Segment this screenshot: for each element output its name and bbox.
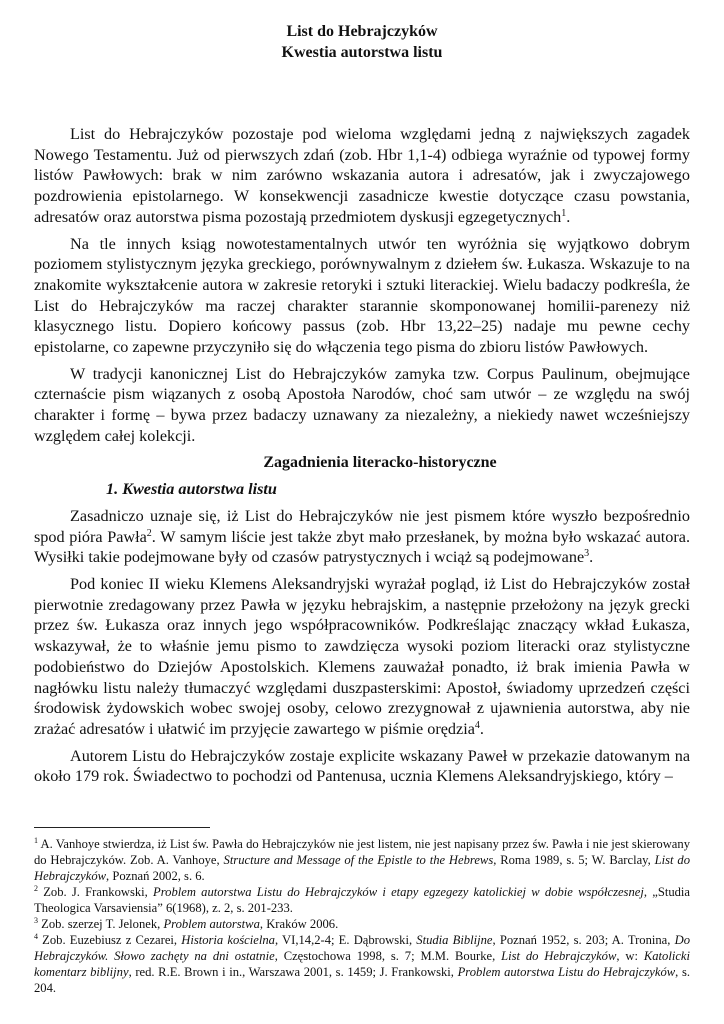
- footnote-4: $^4$ Zob. Euzebiusz z Cezarei, Historia kościelna, VI,14,2-4; E. Dąbrowski, Studia Biblijne, Poznań 1952, s. 203; A. Tronina, Do Hebrajczyków. Słowo zachęty na dni ostatnie, Częstochowa 1998, s. 7; M.M. Bourke, List do Hebrajczyków, w: Katolicki komentarz biblijny, red. R.E. Brown i in., Warszawa 2001, s. 1459; J. Frankowski, Problem autorstwa Listu do Hebrajczyków, s. 204.: [34, 932, 690, 995]
- section-paragraph-1: Zasadniczo uznaje się, iż List do Hebrajczyków nie jest pismem które wyszło bezpośrednio spod pióra Pawła$^2$. W samym liście jest także zbyt mało przesłanek, by można było wskazać autora. Wysiłki takie podejmowane były od czasów patrystycznych i wciąż są podejmowane$^3$.: [34, 506, 690, 567]
- footnote-separator: [34, 827, 210, 828]
- document-subtitle: Kwestia autorstwa listu: [281, 44, 443, 61]
- footnote-1: $^1$ A. Vanhoye stwierdza, iż List św. Pawła do Hebrajczyków nie jest listem, nie jest napisany przez św. Pawła i nie jest skierowany do Hebrajczyków. Zob. A. Vanhoye, Structure and Message of the Epistle to the Hebrews, Roma 1989, s. 5; W. Barclay, List do Hebrajczyków, Poznań 2002, s. 6.: [34, 836, 690, 883]
- intro-paragraph-1: List do Hebrajczyków pozostaje pod wieloma względami jedną z największych zagadek Nowego Testamentu. Już od pierwszych zdań (zob. Hbr 1,1-4) odbiega wyraźnie od typowej formy listów Pawłowych: brak w nim zarówno wskazania autora i adresatów, jak i zwyczajowego pozdrowienia epistolarnego. W konsekwencji zasadnicze kwestie dotyczące czasu powstania, adresatów oraz autorstwa pisma pozostają przedmiotem dyskusji egzegetycznych$^1$.: [34, 125, 690, 226]
- footnote-ref-1[interactable]: 1: [561, 207, 567, 219]
- document-body: [34, 124, 690, 793]
- document-title: List do Hebrajczyków: [286, 23, 438, 40]
- footnote-ref-2[interactable]: 2: [146, 527, 152, 539]
- section-paragraph-3: Autorem Listu do Hebrajczyków zostaje explicite wskazany Paweł w przekazie datowanym na około 179 rok. Świadectwo to pochodzi od Pantenusa, ucznia Klemens Aleksandryjskiego, który –: [34, 746, 690, 786]
- section-heading: Zagadnienia literacko-historyczne: [263, 453, 497, 471]
- subsection-heading: 1. Kwestia autorstwa listu: [106, 480, 277, 499]
- footnote-3: $^3$ Zob. szerzej T. Jelonek, Problem autorstwa, Kraków 2006.: [34, 916, 339, 931]
- footnote-ref-4[interactable]: 4: [474, 719, 480, 731]
- intro-paragraph-3: W tradycji kanonicznej List do Hebrajczyków zamyka tzw. Corpus Paulinum, obejmujące czternaście pism wiązanych z osobą Apostoła Narodów, choć sam utwór – ze względu na swój charakter i formę – bywa przez badaczy uznawany za niezależny, a niekiedy nawet wcześniejszy względem całej kolekcji.: [34, 364, 690, 445]
- section-paragraph-2: Pod koniec II wieku Klemens Aleksandryjski wyrażał pogląd, iż List do Hebrajczyków został pierwotnie zredagowany przez Pawła w języku hebrajskim, a następnie przełożony na język grecki przez św. Łukasza oraz innych jego współpracowników. Podkreślając znaczący wkład Łukasza, wskazywał, że to właśnie jemu pismo to zawdzięcza wysoki poziom literacki oraz stylistyczne podobieństwo do Dziejów Apostolskich. Klemens zauważał ponadto, iż brak imienia Pawła w nagłówku listu należy tłumaczyć względami duszpasterskimi: Apostoł, świadomy uprzedzeń części środowisk żydowskich wobec swojej osoby, celowo zrezygnował z ujawnienia autorstwa, aby nie zrażać adresatów i ułatwić im przyjęcie zawartego w piśmie orędzia$^4$.: [34, 575, 690, 738]
- footnote-ref-3[interactable]: 3: [584, 548, 590, 560]
- footnote-2: $^2$ Zob. J. Frankowski, Problem autorstwa Listu do Hebrajczyków i etapy egzegezy katolickiej w dobie współczesnej, „Studia Theologica Varsaviensia” 6(1968), z. 2, s. 201-233.: [34, 884, 691, 915]
- footnotes: [34, 836, 690, 996]
- intro-paragraph-2: Na tle innych ksiąg nowotestamentalnych utwór ten wyróżnia się wyjątkowo dobrym poziomem stylistycznym języka greckiego, porównywalnym z dziełem św. Łukasza. Wskazuje to na znakomite wykształcenie autora w zakresie retoryki i sztuki literackiej. Wielu badaczy podkreśla, że List do Hebrajczyków ma raczej charakter starannie skomponowanej homilii-parenezy niż klasycznego listu. Dopiero końcowy passus (zob. Hbr 13,22–25) nadaje mu pewne cechy epistolarne, co zapewne przyczyniło się do włączenia tego pisma do zbioru listów Pawłowych.: [34, 234, 690, 357]
